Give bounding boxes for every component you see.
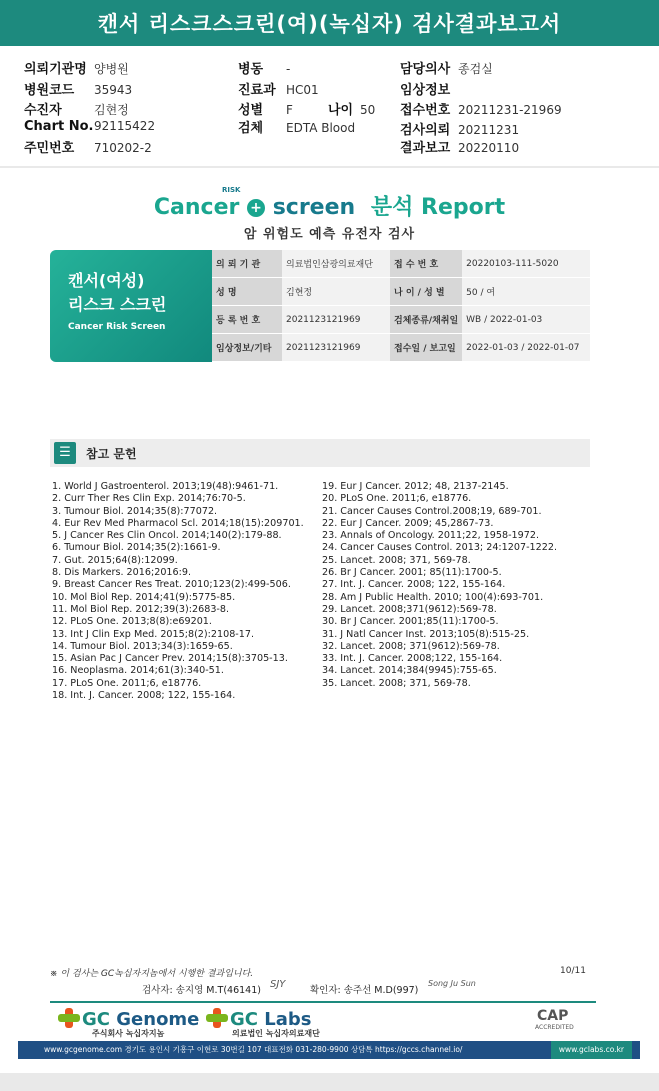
report-title: 캔서 리스크스크린(여)(녹십자) 검사결과보고서 [0, 0, 659, 46]
gc-labs-logo: GC Labs [206, 1008, 311, 1030]
reference-item: 16. Neoplasma. 2014;61(3):340-51. [52, 665, 224, 677]
reference-item: 1. World J Gastroenterol. 2013;19(48):9461-71. [52, 481, 279, 492]
reference-item: 30. Br J Cancer. 2001;85(11):1700-5. [322, 616, 499, 628]
footer-site-link[interactable]: www.gclabs.co.kr [551, 1041, 632, 1059]
header-row-patient: 수진자 김현정 [24, 103, 129, 118]
reference-item: 35. Lancet. 2008; 371, 569-78. [322, 677, 471, 689]
reference-item: 27. Int. J. Cancer. 2008; 122, 155-164. [322, 579, 506, 591]
tester-signature: SJY [270, 979, 286, 990]
gc-cross-icon [206, 1008, 228, 1028]
reference-item: 12. PLoS One. 2013;8(8):e69201. [52, 616, 212, 628]
reference-item: 8. Dis Markers. 2016;2016:9. [52, 567, 192, 579]
reference-item: 23. Annals of Oncology. 2011;22, 1958-1972. [322, 530, 540, 542]
header-row-ward: 병동 - [238, 62, 291, 77]
reference-item: 32. Lancet. 2008; 371(9612):569-78. [322, 640, 500, 652]
reference-item: 4. Eur Rev Med Pharmacol Scl. 2014;18(15):209701. [52, 517, 304, 529]
cap-logo: CAP [537, 1008, 569, 1024]
header-row-id: 주민번호 710202-2 [24, 141, 152, 156]
header-row-sex: 성별 F 나이 50 [238, 103, 376, 118]
reference-item: 24. Cancer Causes Control. 2013; 24:1207-1222. [322, 542, 557, 554]
footer-bar [18, 1041, 640, 1059]
footer-address: www.gcgenome.com 경기도 용인시 기흥구 이현로 30번길 107 대표전화 031-280-9900 상담톡 https://gccs.channel.io/ [44, 1045, 463, 1054]
references-left [52, 481, 304, 702]
footer-divider [50, 1001, 596, 1003]
reference-item: 34. Lancet. 2014;384(9945):755-65. [322, 665, 497, 677]
references-section-header: ☰ 참고 문헌 [50, 439, 590, 467]
reference-item: 19. Eur J Cancer. 2012; 48, 2137-2145. [322, 481, 509, 492]
footer-note: ※ 이 검사는 GC녹십자지놈에서 시행한 결과입니다. [50, 969, 254, 979]
reference-item: 9. Breast Cancer Res Treat. 2010;123(2):499-506. [52, 579, 291, 591]
info-row: 성 명 김현정 나 이 / 성 별 50 / 여 [212, 278, 590, 306]
header-row-receipt: 접수번호 20211231-21969 [400, 103, 562, 118]
reference-item: 15. Asian Pac J Cancer Prev. 2014;15(8):3705-13. [52, 653, 288, 665]
gc-cross-icon [58, 1008, 80, 1028]
header-row-code: 병원코드 35943 [24, 83, 133, 98]
gc-genome-logo: GC Genome [58, 1008, 199, 1030]
cancer-screen-logo: Cancer + screen 분석 Report RISK [153, 186, 506, 220]
reference-item: 11. Mol Biol Rep. 2012;39(3):2683-8. [52, 603, 230, 615]
book-icon: ☰ [54, 442, 76, 464]
info-row: 등 록 번 호 2021123121969 검체종류/채취일 WB / 2022-01-03 [212, 306, 590, 334]
references-right [322, 481, 557, 690]
confirmer-signature: Song Ju Sun [428, 979, 476, 988]
header-row-hospital: 의뢰기관명 양병원 [24, 62, 129, 77]
tester-signoff: 검사자: 송지영 M.T(46141) [142, 985, 261, 996]
gc-labs-sub: 의료법인 녹십자의료재단 [232, 1029, 320, 1038]
reference-item: 7. Gut. 2015;64(8):12099. [52, 554, 178, 566]
confirmer-signoff: 확인자: 송주선 M.D(997) [310, 985, 419, 996]
header-row-dept: 진료과 HC01 [238, 83, 319, 98]
reference-item: 26. Br J Cancer. 2001; 85(11):1700-5. [322, 567, 502, 579]
report-subtitle: 암 위험도 예측 유전자 검사 [243, 227, 416, 242]
reference-item: 5. J Cancer Res Clin Oncol. 2014;140(2):179-88. [52, 530, 282, 542]
header-row-report: 결과보고 20220110 [400, 141, 520, 156]
reference-item: 18. Int. J. Cancer. 2008; 122, 155-164. [52, 690, 236, 702]
reference-item: 33. Int. J. Cancer. 2008;122, 155-164. [322, 653, 503, 665]
patient-header [0, 46, 659, 166]
reference-item: 13. Int J Clin Exp Med. 2015;8(2):2108-17. [52, 628, 255, 640]
reference-item: 22. Eur J Cancer. 2009; 45,2867-73. [322, 517, 494, 529]
reference-item: 2. Curr Ther Res Clin Exp. 2014;76:70-5. [52, 493, 246, 505]
reference-item: 31. J Natl Cancer Inst. 2013;105(8):515-25. [322, 628, 530, 640]
reference-item: 14. Tumour Biol. 2013;34(3):1659-65. [52, 640, 233, 652]
reference-item: 10. Mol Biol Rep. 2014;41(9):5775-85. [52, 591, 236, 603]
reference-item: 28. Am J Public Health. 2010; 100(4):693-701. [322, 591, 544, 603]
product-card: 캔서(여성) 리스크 스크린 Cancer Risk Screen [50, 250, 212, 362]
gc-genome-sub: 주식회사 녹십자지놈 [92, 1029, 165, 1038]
test-info-table [212, 250, 590, 362]
reference-item: 20. PLoS One. 2011;6, e18776. [322, 493, 472, 505]
risk-plus-icon: + [247, 199, 265, 217]
cap-accredited: ACCREDITED [535, 1024, 574, 1031]
reference-item: 17. PLoS One. 2011;6, e18776. [52, 677, 202, 689]
reference-item: 29. Lancet. 2008;371(9612):569-78. [322, 603, 497, 615]
report-page [0, 168, 659, 1073]
info-row: 의 뢰 기 관 의료법인삼광의료재단 접 수 번 호 20220103-111-5020 [212, 250, 590, 278]
header-row-doctor: 담당의사 종검실 [400, 62, 493, 77]
header-row-clinical: 임상정보 [400, 83, 451, 98]
header-row-request: 검사의뢰 20211231 [400, 123, 520, 138]
reference-item: 21. Cancer Causes Control.2008;19, 689-701. [322, 505, 542, 517]
header-row-chart: Chart No.92115422 [24, 119, 156, 134]
header-row-specimen: 검체 EDTA Blood [238, 121, 356, 136]
info-row: 임상정보/기타 2021123121969 접수일 / 보고일 2022-01-03 / 2022-01-07 [212, 334, 590, 362]
reference-item: 6. Tumour Biol. 2014;35(2):1661-9. [52, 542, 221, 554]
reference-item: 25. Lancet. 2008; 371, 569-78. [322, 554, 471, 566]
page-number: 10/11 [560, 966, 586, 976]
reference-item: 3. Tumour Biol. 2014;35(8):77072. [52, 505, 218, 517]
